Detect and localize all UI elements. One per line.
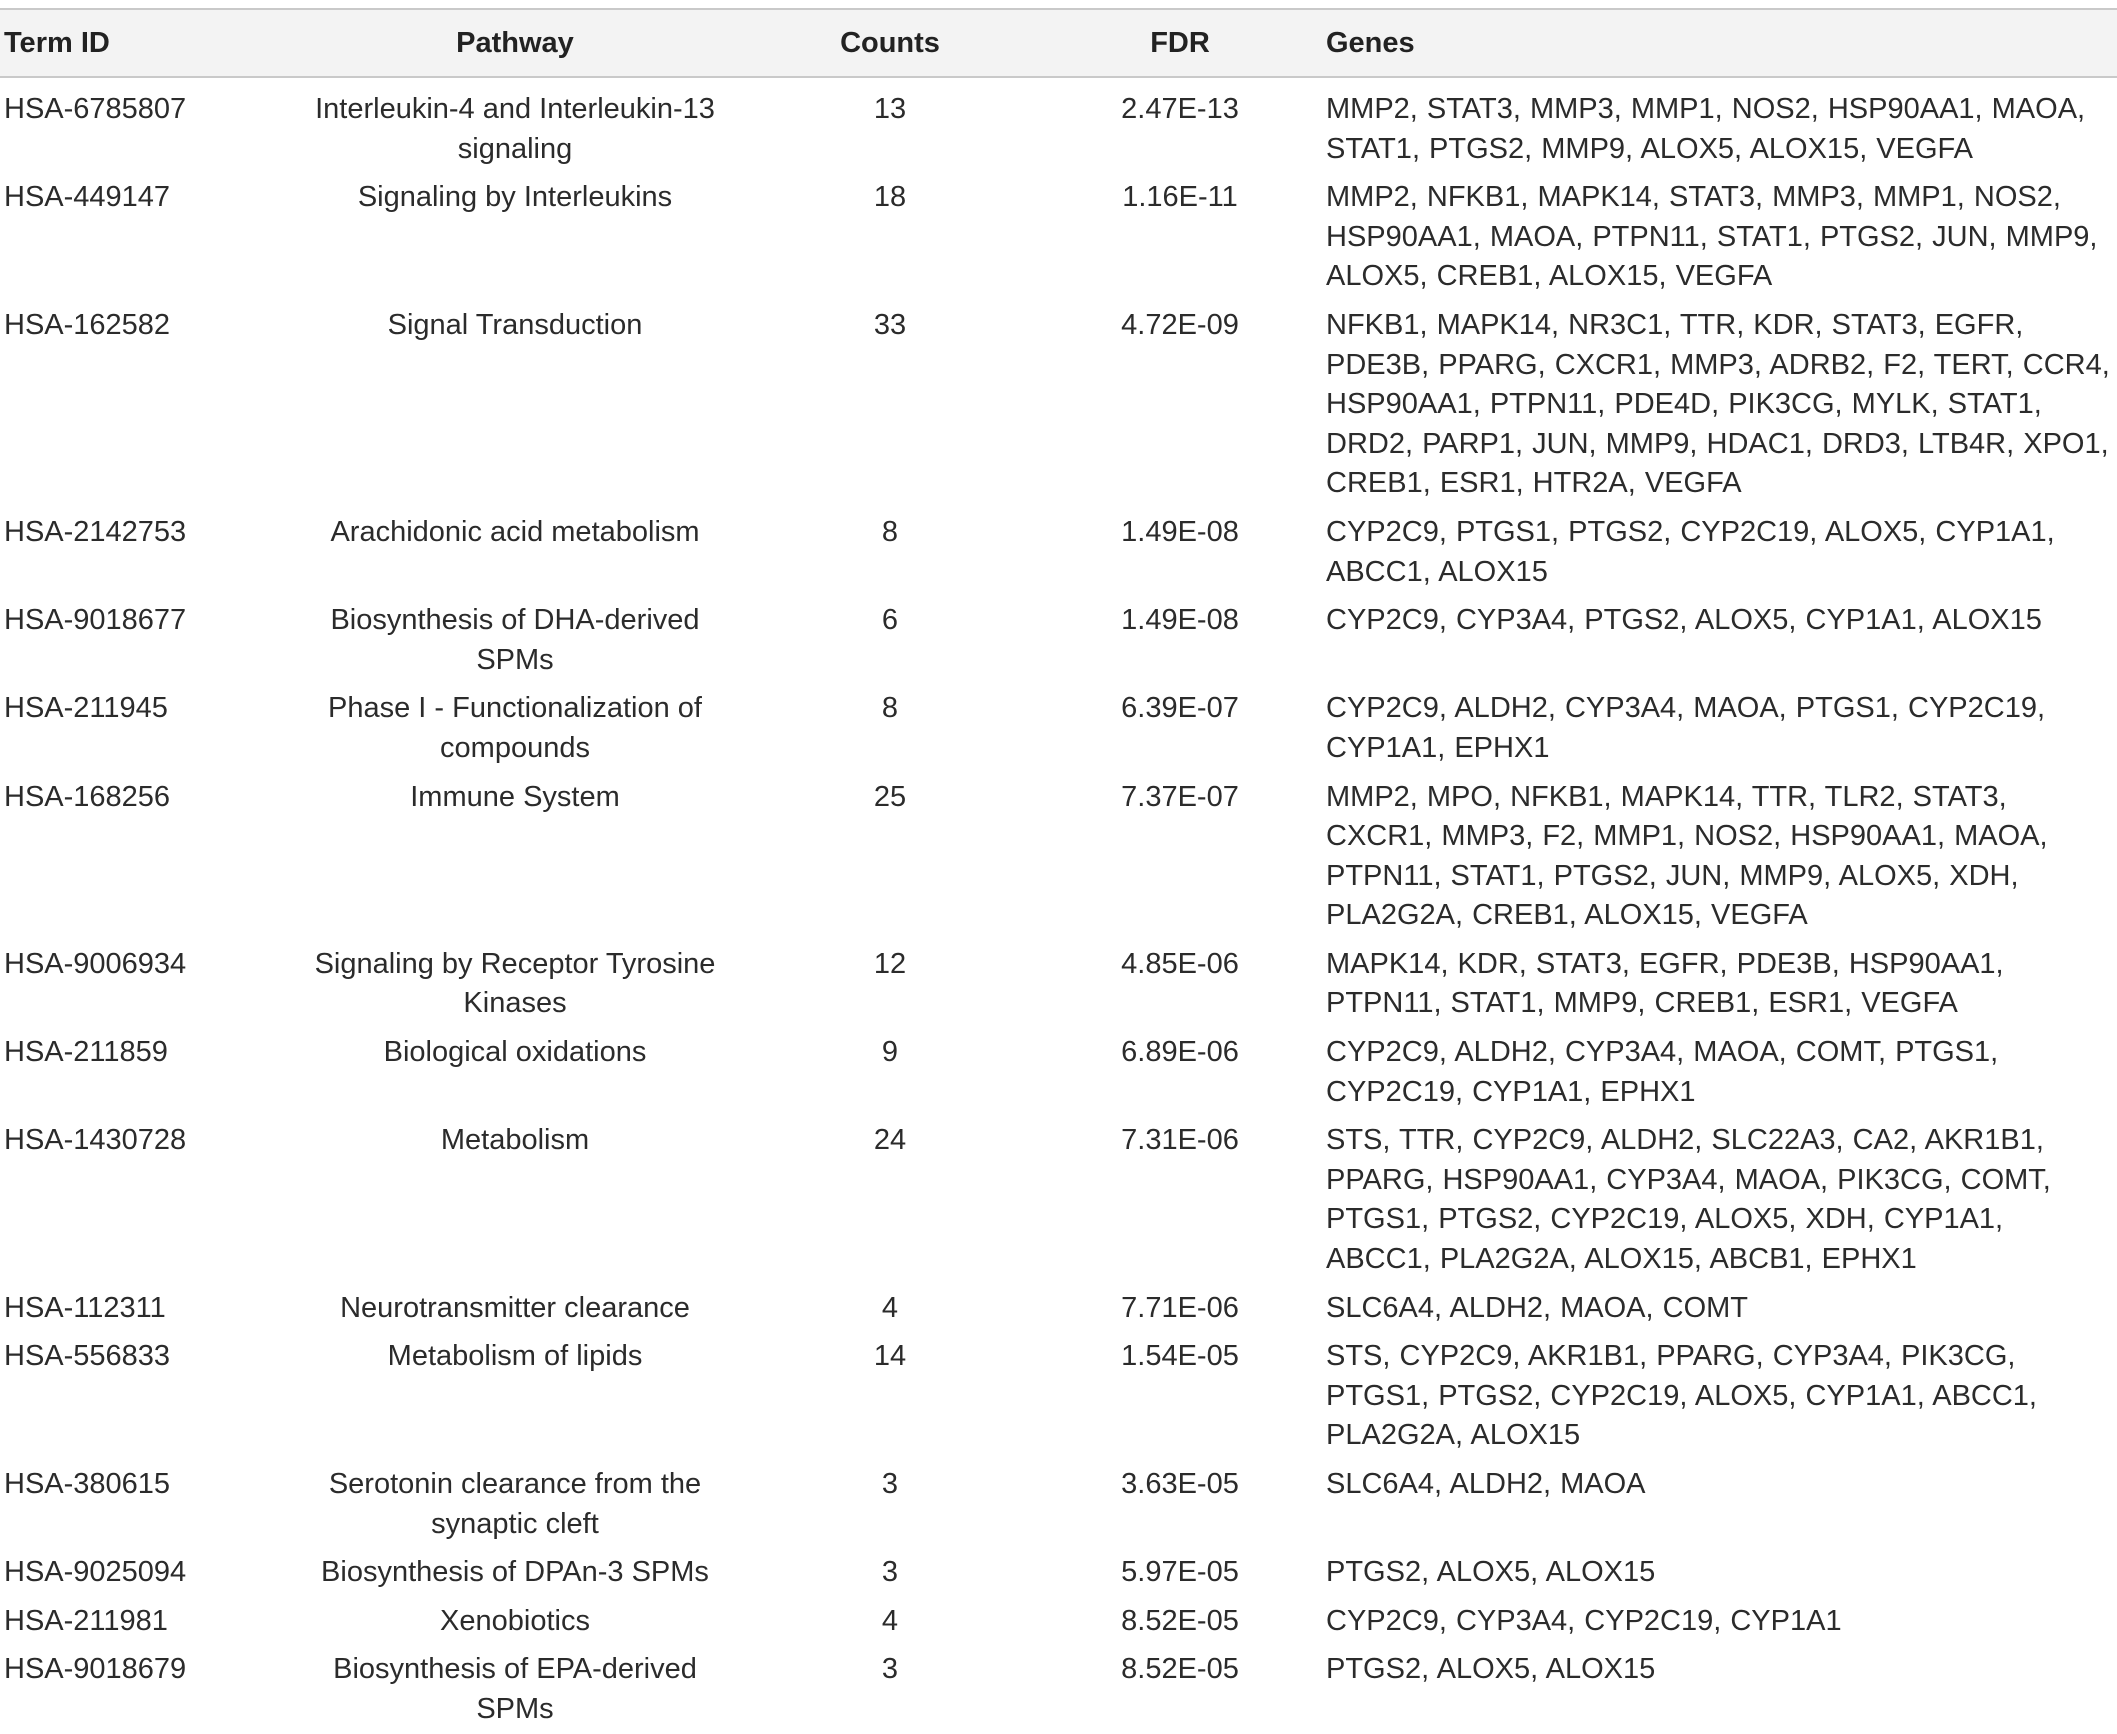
header-genes: Genes: [1326, 26, 1415, 59]
cell-counts: 4: [881, 1291, 899, 1324]
table-row: [0, 508, 2117, 596]
cell-term-id: HSA-9006934: [4, 947, 187, 980]
cell-counts: 9: [881, 1036, 899, 1069]
cell-genes: STS, TTR, CYP2C9, ALDH2, SLC22A3, CA2, AKR1B1, PPARG, HSP90AA1, CYP3A4, MAOA, PIK3CG, COMT, PTGS1, PTGS2, CYP2C19, ALOX5, XDH, CYP1A1, ABCC1, PLA2G2A, ALOX15, ABCB1, EPHX1: [1326, 1124, 2051, 1276]
cell-term-id: HSA-556833: [4, 1340, 171, 1373]
cell-pathway: Signaling by Receptor Tyrosine Kinases: [314, 947, 716, 1020]
cell-pathway: Interleukin-4 and Interleukin-13 signaling: [315, 93, 715, 165]
table-row: [0, 1284, 2117, 1333]
header-row: [0, 9, 2117, 77]
cell-fdr: 2.47E-13: [1121, 93, 1239, 125]
cell-pathway: Signaling by Interleukins: [357, 181, 673, 214]
cell-fdr: 1.16E-11: [1122, 181, 1238, 214]
cell-pathway: Arachidonic acid metabolism: [330, 515, 700, 548]
cell-genes: CYP2C9, PTGS1, PTGS2, CYP2C19, ALOX5, CYP1A1, ABCC1, ALOX15: [1326, 515, 2055, 588]
table-row: [0, 684, 2117, 772]
header-counts: Counts: [840, 26, 940, 59]
cell-fdr: 4.85E-06: [1121, 947, 1239, 980]
cell-counts: 14: [873, 1340, 907, 1373]
table-row: [0, 1548, 2117, 1597]
cell-counts: 3: [881, 1653, 899, 1686]
cell-fdr: 1.49E-08: [1121, 515, 1239, 548]
cell-genes: NFKB1, MAPK14, NR3C1, TTR, KDR, STAT3, EGFR, PDE3B, PPARG, CXCR1, MMP3, ADRB2, F2, TERT, CCR4, HSP90AA1, PTPN11, PDE4D, PIK3CG, MYLK, STAT1, DRD2, PARP1, JUN, MMP9, HDAC1, DRD3, LTB4R, XPO1, CREB1, ESR1, HTR2A, VEGFA: [1326, 308, 2110, 500]
table-header: [0, 9, 2117, 77]
cell-genes: MAPK14, KDR, STAT3, EGFR, PDE3B, HSP90AA1, PTPN11, STAT1, MMP9, CREB1, ESR1, VEGFA: [1326, 947, 2004, 1020]
cell-counts: 8: [881, 515, 899, 548]
cell-pathway: Signal Transduction: [387, 308, 643, 341]
cell-term-id: HSA-162582: [4, 308, 171, 341]
table-row: [0, 1116, 2117, 1283]
cell-term-id: HSA-2142753: [4, 515, 187, 548]
cell-genes: PTGS2, ALOX5, ALOX15: [1326, 1556, 1656, 1589]
cell-pathway: Biosynthesis of EPA-derived SPMs: [333, 1653, 697, 1725]
cell-pathway: Immune System: [410, 780, 620, 813]
cell-term-id: HSA-380615: [4, 1468, 171, 1500]
cell-term-id: HSA-9025094: [4, 1556, 187, 1589]
table-row: [0, 1645, 2117, 1733]
cell-fdr: 6.89E-06: [1121, 1036, 1239, 1069]
cell-term-id: HSA-211945: [4, 692, 168, 725]
cell-counts: 4: [881, 1604, 899, 1637]
cell-fdr: 1.49E-08: [1121, 604, 1239, 637]
cell-term-id: HSA-1430728: [4, 1124, 187, 1157]
cell-term-id: HSA-211859: [4, 1036, 168, 1069]
table-row: [0, 940, 2117, 1028]
table-row: [0, 773, 2117, 940]
table-row: [0, 1028, 2117, 1116]
cell-term-id: HSA-9018679: [4, 1653, 187, 1686]
table-row: [0, 173, 2117, 301]
cell-counts: 13: [873, 93, 907, 125]
cell-genes: CYP2C9, CYP3A4, PTGS2, ALOX5, CYP1A1, ALOX15: [1326, 604, 2042, 637]
cell-pathway: Xenobiotics: [440, 1604, 590, 1637]
cell-genes: MMP2, MPO, NFKB1, MAPK14, TTR, TLR2, STAT3, CXCR1, MMP3, F2, MMP1, NOS2, HSP90AA1, MAOA, PTPN11, STAT1, PTGS2, JUN, MMP9, ALOX5, XDH, PLA2G2A, CREB1, ALOX15, VEGFA: [1326, 780, 2048, 932]
cell-term-id: HSA-9018677: [4, 604, 187, 637]
pathway-enrichment-table: [0, 8, 2117, 1734]
cell-fdr: 1.54E-05: [1121, 1340, 1239, 1373]
cell-term-id: HSA-112311: [4, 1291, 166, 1324]
cell-genes: SLC6A4, ALDH2, MAOA, COMT: [1326, 1291, 1749, 1324]
cell-counts: 24: [873, 1124, 907, 1157]
table-row: [0, 1332, 2117, 1460]
cell-fdr: 4.72E-09: [1121, 308, 1239, 341]
cell-pathway: Biosynthesis of DHA-derived SPMs: [330, 604, 700, 676]
cell-genes: STS, CYP2C9, AKR1B1, PPARG, CYP3A4, PIK3CG, PTGS1, PTGS2, CYP2C19, ALOX5, CYP1A1, ABCC1, PLA2G2A, ALOX15: [1326, 1340, 2037, 1452]
cell-counts: 25: [873, 780, 907, 813]
cell-pathway: Metabolism of lipids: [387, 1340, 643, 1373]
cell-pathway: Metabolism: [440, 1124, 590, 1157]
cell-pathway: Serotonin clearance from the synaptic cleft: [328, 1468, 702, 1540]
cell-genes: PTGS2, ALOX5, ALOX15: [1326, 1653, 1656, 1686]
cell-counts: 3: [881, 1556, 899, 1589]
table-row: [0, 301, 2117, 508]
cell-pathway: Neurotransmitter clearance: [340, 1291, 690, 1324]
cell-counts: 33: [873, 308, 907, 341]
table-body: [0, 77, 2117, 1734]
cell-term-id: HSA-449147: [4, 181, 171, 214]
cell-pathway: Biosynthesis of DPAn-3 SPMs: [321, 1556, 709, 1589]
cell-fdr: 7.37E-07: [1121, 780, 1239, 813]
cell-fdr: 7.71E-06: [1121, 1291, 1239, 1324]
table-row: [0, 1460, 2117, 1548]
cell-term-id: HSA-168256: [4, 780, 171, 813]
cell-genes: SLC6A4, ALDH2, MAOA: [1326, 1468, 1646, 1500]
cell-fdr: 8.52E-05: [1121, 1653, 1239, 1686]
cell-term-id: HSA-211981: [4, 1604, 168, 1637]
cell-fdr: 5.97E-05: [1121, 1556, 1239, 1589]
cell-genes: CYP2C9, ALDH2, CYP3A4, MAOA, PTGS1, CYP2C19, CYP1A1, EPHX1: [1326, 692, 2046, 764]
cell-counts: 8: [881, 692, 899, 725]
cell-fdr: 7.31E-06: [1121, 1124, 1239, 1157]
cell-genes: MMP2, NFKB1, MAPK14, STAT3, MMP3, MMP1, NOS2, HSP90AA1, MAOA, PTPN11, STAT1, PTGS2, JUN, MMP9, ALOX5, CREB1, ALOX15, VEGFA: [1326, 181, 2098, 293]
cell-counts: 6: [881, 604, 899, 637]
cell-genes: CYP2C9, ALDH2, CYP3A4, MAOA, COMT, PTGS1, CYP2C19, CYP1A1, EPHX1: [1326, 1036, 1999, 1108]
cell-genes: MMP2, STAT3, MMP3, MMP1, NOS2, HSP90AA1, MAOA, STAT1, PTGS2, MMP9, ALOX5, ALOX15, VEGFA: [1326, 93, 2086, 165]
cell-pathway: Biological oxidations: [383, 1036, 647, 1069]
header-term-id: Term ID: [4, 26, 110, 59]
cell-fdr: 6.39E-07: [1121, 692, 1239, 725]
cell-term-id: HSA-6785807: [4, 93, 187, 125]
cell-counts: 3: [881, 1468, 899, 1500]
cell-counts: 18: [873, 181, 907, 214]
table-row: [0, 596, 2117, 684]
table-row: [0, 77, 2117, 173]
cell-counts: 12: [873, 947, 907, 980]
cell-genes: CYP2C9, CYP3A4, CYP2C19, CYP1A1: [1326, 1604, 1842, 1637]
header-pathway: Pathway: [456, 26, 574, 59]
cell-pathway: Phase I - Functionalization of compounds: [328, 692, 702, 764]
header-fdr: FDR: [1150, 26, 1210, 59]
cell-fdr: 8.52E-05: [1121, 1604, 1239, 1637]
cell-fdr: 3.63E-05: [1121, 1468, 1239, 1500]
table-row: [0, 1597, 2117, 1646]
